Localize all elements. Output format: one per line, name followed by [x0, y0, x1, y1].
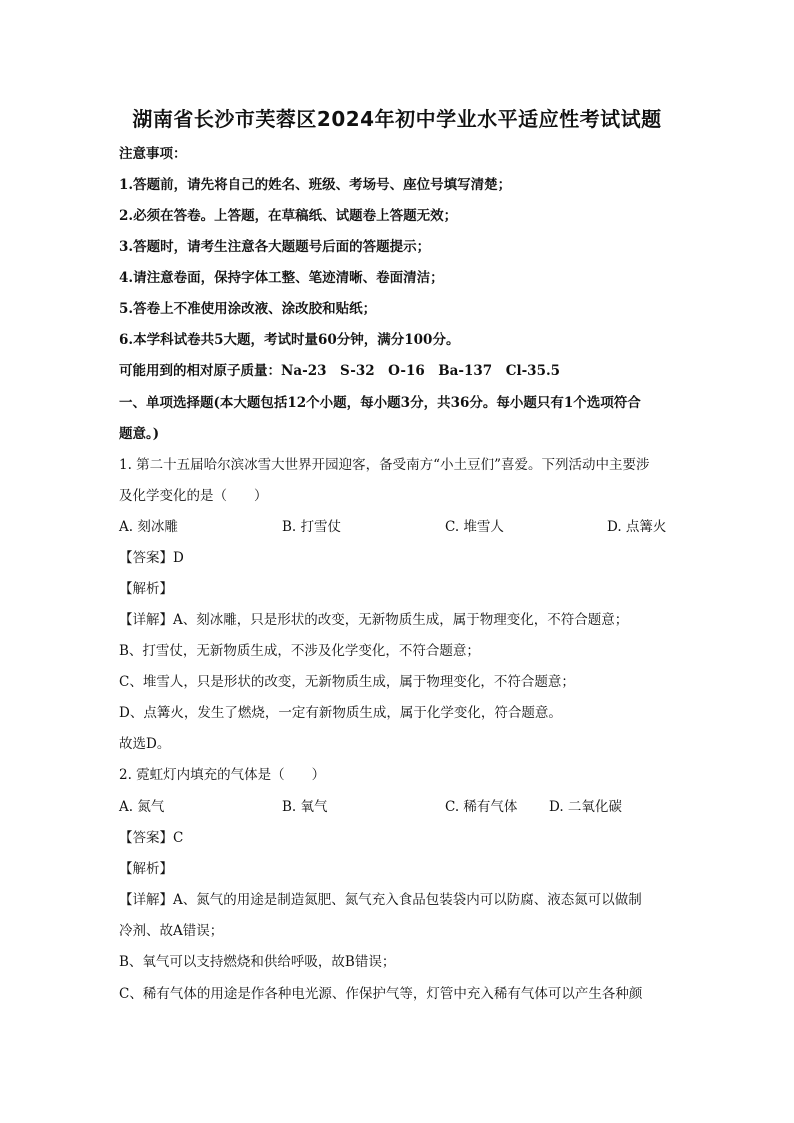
atomic-masses: 可能用到的相对原子质量：Na-23 S-32 O-16 Ba-137 Cl-35.5 [119, 363, 561, 379]
notice-item: 3.答题时，请考生注意各大题题号后面的答题提示； [119, 239, 431, 255]
question-stem-cont: 及化学变化的是（ ） [119, 488, 268, 504]
option-b: B. 打雪仗 [282, 519, 342, 535]
analysis-line: B、氧气可以支持燃烧和供给呼吸，故B错误； [119, 954, 396, 970]
notice-item: 6.本学科试卷共5大题，考试时量60分钟，满分100分。 [119, 332, 460, 348]
notice-item: 2.必须在答卷。上答题，在草稿纸、试题卷上答题无效； [119, 208, 458, 224]
analysis-line: D、点篝火，发生了燃烧，一定有新物质生成，属于化学变化，符合题意。 [119, 705, 562, 721]
analysis-line: 冷剂、故A错误； [119, 923, 224, 939]
analysis-line: 【详解】A、氮气的用途是制造氮肥、氮气充入食品包装袋内可以防腐、液态氮可以做制 [119, 892, 642, 908]
section-heading-cont: 题意。) [119, 426, 160, 442]
analysis-line: C、稀有气体的用途是作各种电光源、作保护气等，灯管中充入稀有气体可以产生各种颜 [119, 986, 643, 1002]
option-b: B. 氧气 [282, 799, 328, 815]
question-stem: 1. 第二十五届哈尔滨冰雪大世界开园迎客，备受南方“小土豆们”喜爱。下列活动中主要涉 [119, 457, 650, 473]
page-title: 湖南省长沙市芙蓉区2024年初中学业水平适应性考试试题 [132, 107, 662, 131]
answer: 【答案】C [119, 830, 184, 846]
option-d: D. 二氧化碳 [549, 799, 622, 815]
section-heading: 一、单项选择题(本大题包括12个小题，每小题3分，共36分。每小题只有1个选项符合 [119, 395, 641, 411]
question-stem: 2. 霓虹灯内填充的气体是（ ） [119, 767, 326, 783]
analysis-line: C、堆雪人，只是形状的改变，无新物质生成，属于物理变化，不符合题意； [119, 674, 575, 690]
option-a: A. 氮气 [119, 799, 165, 815]
notice-item: 4.请注意卷面，保持字体工整、笔迹清晰、卷面清洁； [119, 270, 444, 286]
analysis-label: 【解析】 [119, 581, 173, 597]
notice-heading: 注意事项： [119, 146, 187, 162]
option-c: C. 稀有气体 [445, 799, 518, 815]
notice-item: 1.答题前，请先将自己的姓名、班级、考场号、座位号填写清楚； [119, 177, 512, 193]
option-c: C. 堆雪人 [445, 519, 504, 535]
analysis-line: B、打雪仗，无新物质生成，不涉及化学变化，不符合题意； [119, 643, 480, 659]
analysis-line: 故选D。 [119, 736, 171, 752]
notice-item: 5.答卷上不准使用涂改液、涂改胶和贴纸； [119, 301, 377, 317]
analysis-line: 【详解】A、刻冰雕，只是形状的改变，无新物质生成，属于物理变化，不符合题意； [119, 612, 629, 628]
answer: 【答案】D [119, 550, 184, 566]
option-a: A. 刻冰雕 [119, 519, 178, 535]
analysis-label: 【解析】 [119, 861, 173, 877]
option-d: D. 点篝火 [607, 519, 667, 535]
